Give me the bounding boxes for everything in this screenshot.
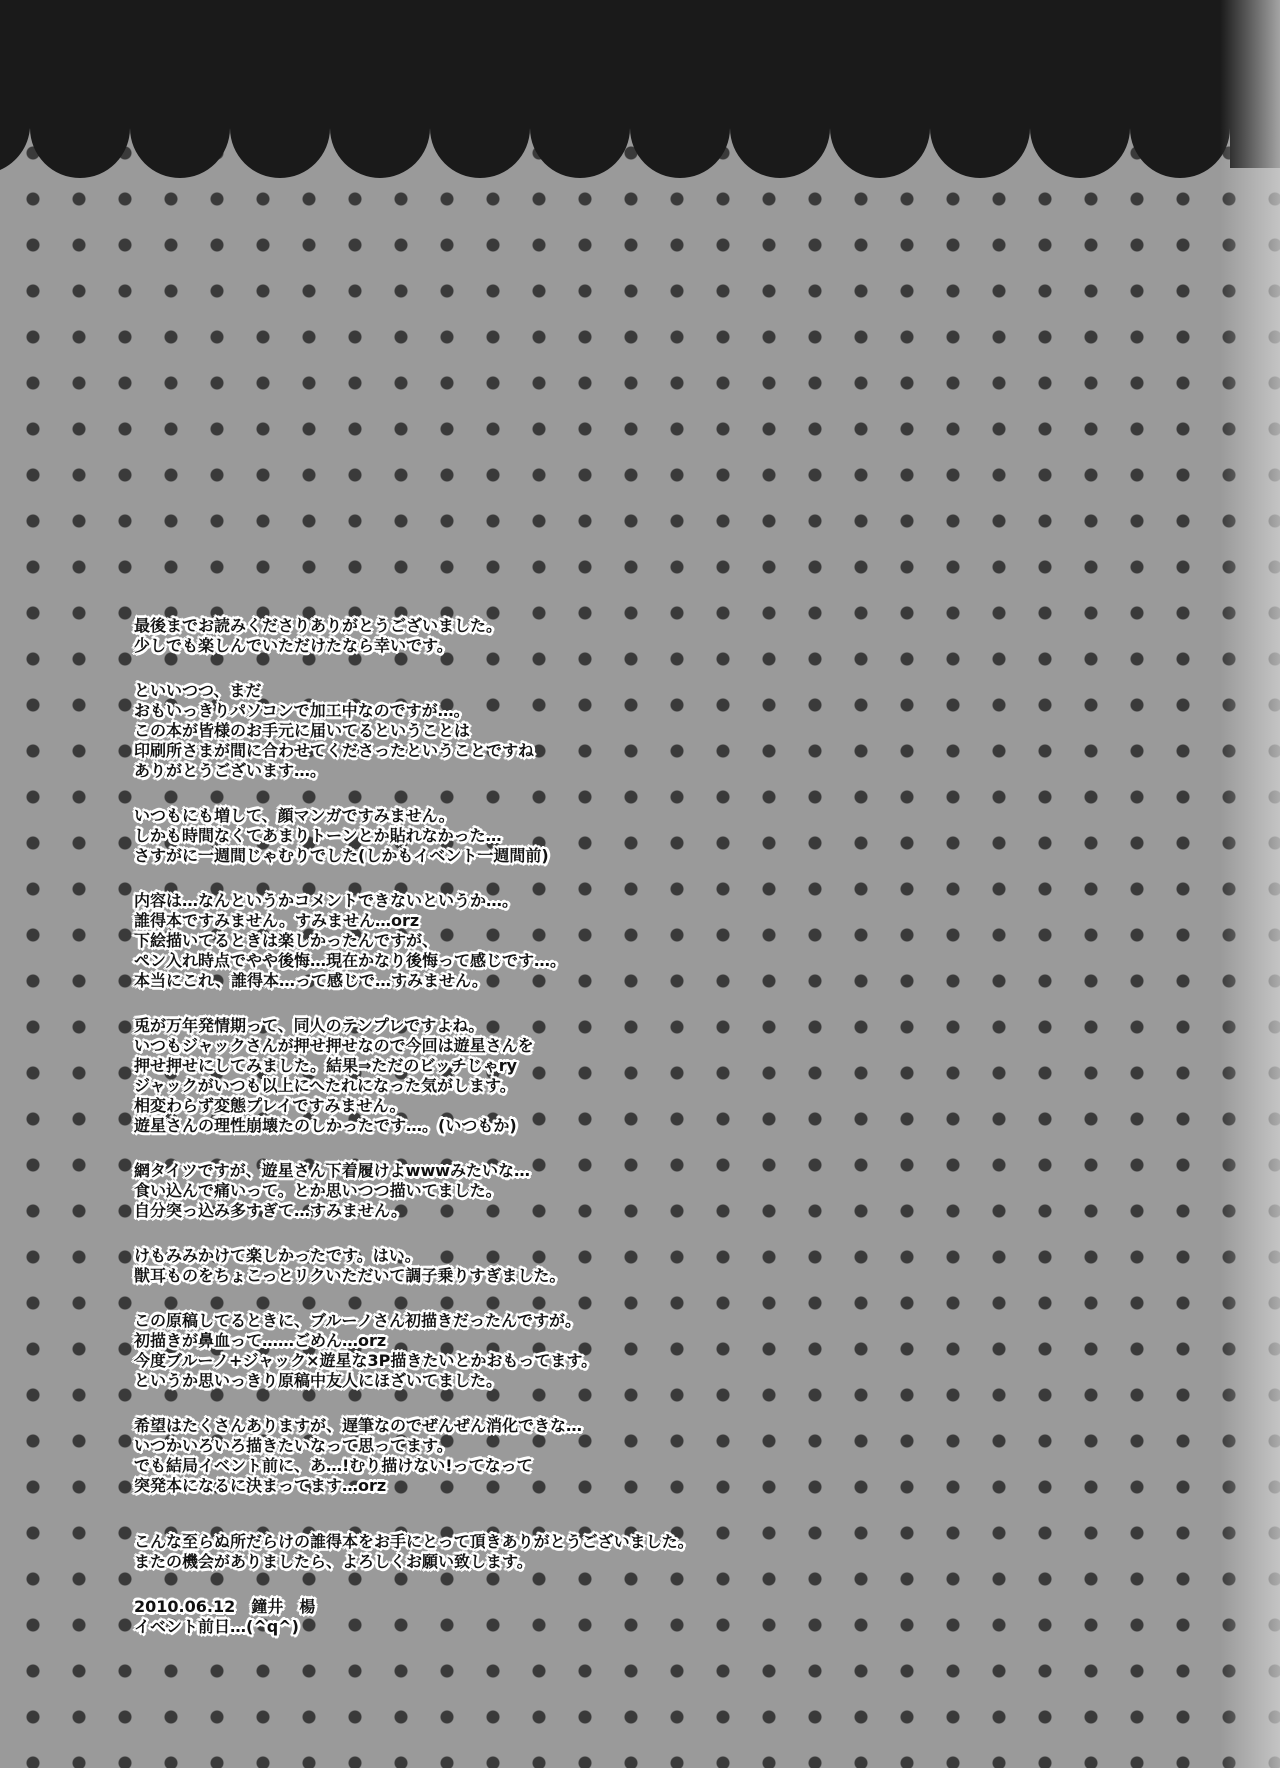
text-line: けもみみかけて楽しかったです。はい。	[134, 1246, 421, 1265]
text-line: 獣耳ものをちょこっとリクいただいて調子乗りすぎました。	[134, 1266, 566, 1285]
text-line: さすがに一週間じゃむりでした(しかもイベント一週間前)	[134, 846, 549, 865]
text-line: 押せ押せにしてみました。結果⇒ただのビッチじゃry	[134, 1056, 518, 1075]
signature-block	[134, 1597, 874, 1637]
text-line: というか思いっきり原稿中友人にほざいてました。	[134, 1371, 503, 1390]
paragraph	[134, 1246, 874, 1286]
scalloped-top-band	[0, 0, 1280, 180]
text-line: おもいっきりパソコンで加工中なのですが…。	[134, 701, 470, 720]
text-line: 印刷所さまが間に合わせてくださったということですね	[134, 741, 535, 760]
text-line: 相変わらず変態プレイですみません。	[134, 1096, 406, 1115]
text-line: 少しでも楽しんでいただけたなら幸いです。	[134, 636, 453, 655]
text-line: 兎が万年発情期って、同人のテンプレですよね。	[134, 1016, 485, 1035]
paragraph	[134, 1161, 874, 1221]
signature-author: 鐘井 楊	[251, 1597, 316, 1616]
paragraph	[134, 1532, 874, 1572]
text-line: いつもにも増して、顔マンガですみません。	[134, 806, 455, 825]
page-spine-shadow	[1220, 0, 1280, 1768]
paragraph	[134, 1311, 874, 1391]
text-line: いつかいろいろ描きたいなって思ってます。	[134, 1436, 453, 1455]
text-line: 誰得本ですみません。すみません…orz	[134, 911, 420, 930]
text-line: ありがとうございます…。	[134, 761, 327, 780]
signature-line	[134, 1597, 874, 1617]
text-line: またの機会がありましたら、よろしくお願い致します。	[134, 1552, 533, 1571]
text-line: 自分突っ込み多すぎて…すみません。	[134, 1201, 407, 1220]
text-line: この本が皆様のお手元に届いてるということは	[134, 721, 471, 740]
text-line: といいつつ、まだ	[134, 681, 262, 700]
text-line: 最後までお読みくださりありがとうございました。	[134, 616, 503, 635]
text-line: いつもジャックさんが押せ押せなので今回は遊星さんを	[134, 1036, 534, 1055]
text-line: 今度ブルーノ+ジャック×遊星な3P描きたいとかおもってます。	[134, 1351, 598, 1370]
paragraph	[134, 891, 874, 991]
text-line: 本当にこれ、誰得本…って感じで…すみません。	[134, 971, 488, 990]
paragraph	[134, 1016, 874, 1136]
text-line: 希望はたくさんありますが、遅筆なのでぜんぜん消化できな…	[134, 1416, 583, 1435]
text-line: 下絵描いてるときは楽しかったんですが、	[134, 931, 439, 950]
signature-note: イベント前日…(^q^)	[134, 1617, 299, 1636]
text-line: 初描きが鼻血って……ごめん…orz	[134, 1331, 387, 1350]
text-line: こんな至らぬ所だらけの誰得本をお手にとって頂きありがとうございました。	[134, 1532, 694, 1551]
paragraph	[134, 681, 874, 781]
text-line: 突発本になるに決まってます…orz	[134, 1476, 387, 1495]
text-line: 内容は…なんというかコメントできないというか…。	[134, 891, 519, 910]
text-line: 網タイツですが、遊星さん下着履けよwwwみたいな…	[134, 1161, 531, 1180]
paragraph	[134, 1416, 874, 1496]
text-line: 遊星さんの理性崩壊たのしかったです…。(いつもか)	[134, 1116, 517, 1135]
text-line: この原稿してるときに、ブルーノさん初描きだったんですが。	[134, 1311, 582, 1330]
signature-date: 2010.06.12	[134, 1597, 236, 1616]
paragraph	[134, 616, 874, 656]
text-line: しかも時間なくてあまりトーンとか貼れなかった…	[134, 826, 502, 845]
text-line: 食い込んで痛いって。とか思いつつ描いてました。	[134, 1181, 502, 1200]
text-line: ペン入れ時点でやや後悔…現在かなり後悔って感じです…。	[134, 951, 567, 970]
paragraph	[134, 806, 874, 866]
afterword-text	[134, 616, 874, 1637]
text-line: でも結局イベント前に、あ…!むり描けない!ってなって	[134, 1456, 533, 1475]
text-line: ジャックがいつも以上にへたれになった気がします。	[134, 1076, 516, 1095]
